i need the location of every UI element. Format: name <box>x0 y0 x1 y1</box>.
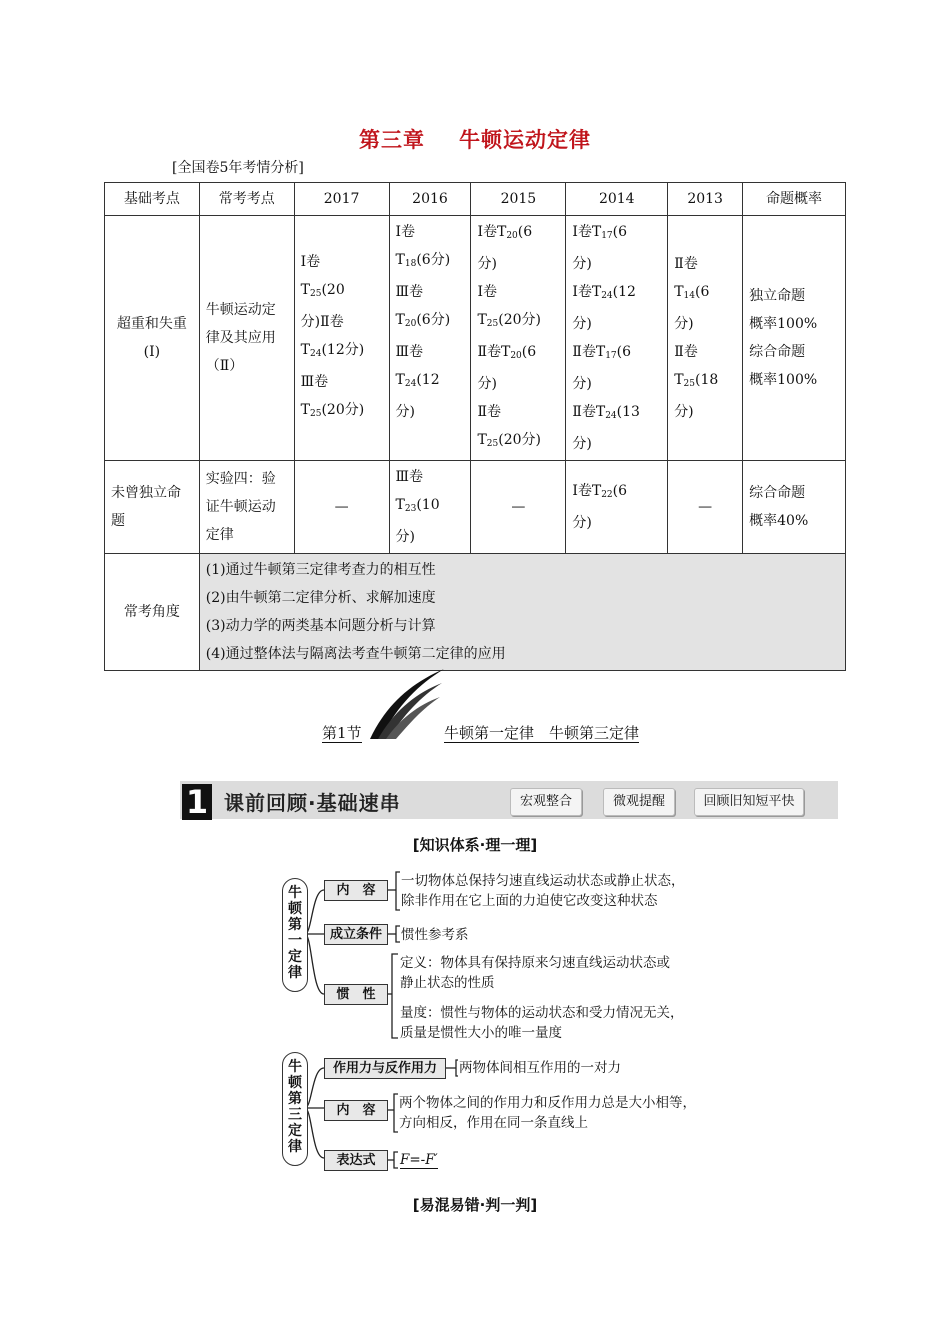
node-content: 内 容 <box>324 880 388 901</box>
confusion-heading: [易混易错·判一判] <box>412 1196 538 1214</box>
probability-cell: 综合命题 概率40% <box>743 461 846 554</box>
angle-list: (1)通过牛顿第三定律考查力的相互性 (2)由牛顿第二定律分析、求解加速度 (3)动力学的两类基本问题分析与计算 (4)通过整体法与隔离法考查牛顿第二定律的应用 <box>199 554 845 671</box>
header-common: 常考考点 <box>199 183 294 216</box>
header-probability: 命题概率 <box>743 183 846 216</box>
node-third-law-content: 内 容 <box>324 1100 388 1121</box>
third-law-content-line2: 方向相反，作用在同一条直线上 <box>399 1115 588 1131</box>
action-reaction-text: 两物体间相互作用的一对力 <box>459 1060 621 1076</box>
cell-2013: — <box>668 461 743 554</box>
node-inertia: 惯 性 <box>324 984 388 1005</box>
common-point-cell: 牛顿运动定律及其应用（Ⅱ） <box>199 216 294 461</box>
banner-number: 1 <box>182 784 212 820</box>
banner-title: 课前回顾·基础速串 <box>224 791 401 815</box>
cell-2014: Ⅰ卷$T_{17}(6$ 分) Ⅰ卷$T_{24}(12$ 分) Ⅱ卷$T_{17}(6$ 分) Ⅱ卷$T_{24}(13$ 分) <box>566 216 668 461</box>
cell-2017: Ⅰ卷 $T_{25}(20$ 分)Ⅱ卷 $T_{24}(12$分) Ⅲ卷 $T_{25}(20$分) <box>294 216 389 461</box>
angle-label: 常考角度 <box>105 554 200 671</box>
header-2017: 2017 <box>294 183 389 216</box>
node-condition: 成立条件 <box>324 924 388 945</box>
third-law-content-line1: 两个物体之间的作用力和反作用力总是大小相等， <box>399 1095 696 1111</box>
header-2016: 2016 <box>389 183 471 216</box>
node-action-reaction: 作用力与反作用力 <box>324 1058 446 1079</box>
chapter-title: 第三章 牛顿运动定律 <box>359 127 591 152</box>
first-law-content-line1: 一切物体总保持匀速直线运动状态或静止状态， <box>401 873 685 889</box>
first-law-root: 牛 顿 第 一 定 律 <box>282 878 308 992</box>
section-title: 牛顿第一定律 牛顿第三定律 <box>444 724 640 742</box>
review-old-knowledge-button[interactable]: 回顾旧知短平快 <box>694 788 804 816</box>
header-2015: 2015 <box>471 183 566 216</box>
macro-integration-button[interactable]: 宏观整合 <box>510 788 582 816</box>
section-number: 第1节 <box>322 724 362 742</box>
header-2013: 2013 <box>668 183 743 216</box>
cell-2013: Ⅱ卷 $T_{14}(6$ 分) Ⅱ卷 $T_{25}(18$ 分) <box>668 216 743 461</box>
inertia-measure-line1: 量度：惯性与物体的运动状态和受力情况无关， <box>400 1005 684 1021</box>
cell-2015: — <box>471 461 566 554</box>
node-expression: 表达式 <box>324 1150 388 1171</box>
basic-point-cell: 超重和失重(Ⅰ) <box>105 216 200 461</box>
inertia-definition-line2: 静止状态的性质 <box>400 975 495 991</box>
formula-text: F=-F′ <box>400 1152 438 1168</box>
cell-2015: Ⅰ卷$T_{20}(6$ 分) Ⅰ卷 $T_{25}(20$分) Ⅱ卷$T_{20}(6$ 分) Ⅱ卷 $T_{25}(20$分) <box>471 216 566 461</box>
header-basic: 基础考点 <box>105 183 200 216</box>
basic-point-cell: 未曾独立命题 <box>105 461 200 554</box>
cell-2016: Ⅲ卷 $T_{23}(10$ 分) <box>389 461 471 554</box>
cell-2014: Ⅰ卷$T_{22}(6$ 分) <box>566 461 668 554</box>
inertia-definition-line1: 定义：物体具有保持原来匀速直线运动状态或 <box>400 955 670 971</box>
cell-2016: Ⅰ卷 $T_{18}(6$分) Ⅲ卷 $T_{20}(6$分) Ⅲ卷 $T_{24}(12$ 分) <box>389 216 471 461</box>
third-law-root: 牛 顿 第 三 定 律 <box>282 1052 308 1166</box>
micro-reminder-button[interactable]: 微观提醒 <box>603 788 675 816</box>
common-point-cell: 实验四：验证牛顿运动定律 <box>199 461 294 554</box>
inertia-measure-line2: 质量是惯性大小的唯一量度 <box>400 1025 562 1041</box>
analysis-caption: [全国卷5年考情分析] <box>172 160 304 176</box>
first-law-content-line2: 除非作用在它上面的力迫使它改变这种状态 <box>401 893 658 909</box>
probability-cell: 独立命题 概率100% 综合命题 概率100% <box>743 216 846 461</box>
condition-text: 惯性参考系 <box>401 927 469 943</box>
knowledge-system-heading: [知识体系·理一理] <box>412 836 538 854</box>
header-2014: 2014 <box>566 183 668 216</box>
cell-2017: — <box>294 461 389 554</box>
